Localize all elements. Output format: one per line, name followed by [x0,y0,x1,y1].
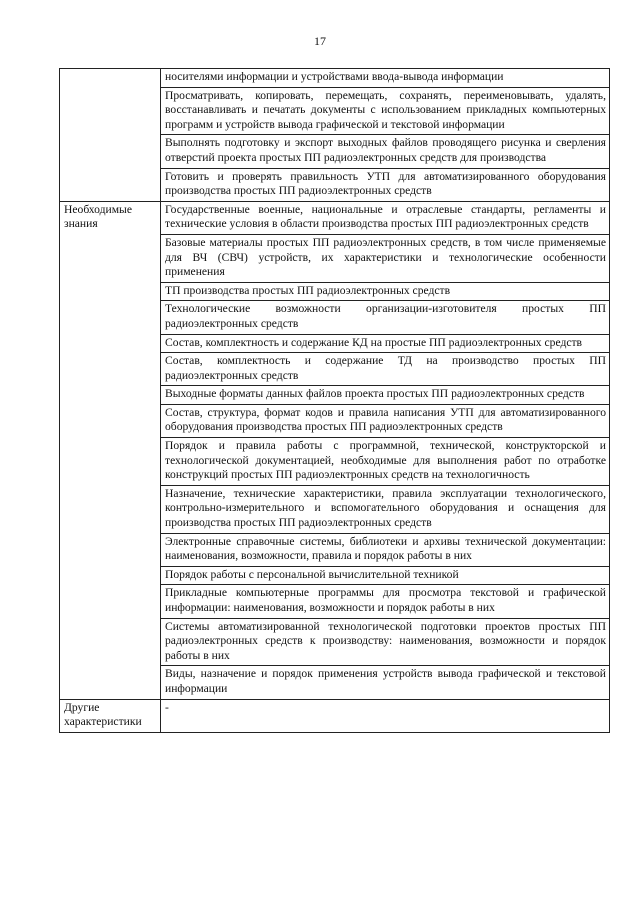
row-content: Электронные справочные системы, библиотеки и архивы технической документации: наименования, возможности, правила и порядок работы в них [161,533,610,566]
row-content: Состав, структура, формат кодов и правила написания УТП для автоматизированного оборудования производства простых ПП радиоэлектронных средств [161,404,610,437]
row-content: Состав, комплектность и содержание ТД на производство простых ПП радиоэлектронных средств [161,353,610,386]
requirements-table [59,68,610,733]
row-content: Государственные военные, национальные и отраслевые стандарты, регламенты и технические условия в области производства простых ПП радиоэлектронных средств [161,201,610,234]
table-row [60,87,610,135]
table-row [60,168,610,201]
row-content: Просматривать, копировать, перемещать, сохранять, переименовывать, удалять, восстанавливать и печатать документы с использованием прикладных компьютерных программ и устройств вывода графической и текстовой информации [161,87,610,135]
table-row [60,334,610,353]
table-row [60,353,610,386]
row-label-other-characteristics: Другие характеристики [60,699,161,732]
table-row [60,438,610,486]
row-content: Порядок и правила работы с программной, технической, конструкторской и технологической документацией, необходимые для выполнения работ по отработке конструкций простых ПП радиоэлектронных средств на технологичность [161,438,610,486]
row-content: Выходные форматы данных файлов проекта простых ПП радиоэлектронных средств [161,386,610,405]
page-number: 17 [314,34,326,48]
table-row [60,533,610,566]
table-row [60,282,610,301]
row-content: Назначение, технические характеристики, правила эксплуатации технологического, контрольно-измерительного и вспомогательного оборудования и оснащения для производства простых ПП радиоэлектронных средств [161,485,610,533]
table-row [60,69,610,88]
row-label [60,69,161,88]
table-row [60,585,610,618]
table-body [60,69,610,733]
row-content: - [161,699,610,732]
table-row [60,386,610,405]
row-content: Технологические возможности организации-изготовителя простых ПП радиоэлектронных средств [161,301,610,334]
table-row [60,404,610,437]
table-row [60,234,610,282]
table-row [60,699,610,732]
row-content: носителями информации и устройствами ввода-вывода информации [161,69,610,88]
table-row [60,201,610,234]
row-content: Системы автоматизированной технологической подготовки проектов простых ПП радиоэлектронных средств к производству: наименования, возможности и порядок работы в них [161,618,610,666]
table-row [60,301,610,334]
row-content: Состав, комплектность и содержание КД на простые ПП радиоэлектронных средств [161,334,610,353]
row-content: Базовые материалы простых ПП радиоэлектронных средств, в том числе применяемые для ВЧ (СВЧ) устройств, их характеристики и технологические особенности применения [161,234,610,282]
table-row [60,135,610,168]
row-content: Порядок работы с персональной вычислительной техникой [161,566,610,585]
row-content: ТП производства простых ПП радиоэлектронных средств [161,282,610,301]
table-row [60,566,610,585]
table-row [60,618,610,666]
table-row [60,485,610,533]
row-content: Прикладные компьютерные программы для просмотра текстовой и графической информации: наименования, возможности и порядок работы в них [161,585,610,618]
row-content: Выполнять подготовку и экспорт выходных файлов проводящего рисунка и сверления отверстий проекта простых ПП радиоэлектронных средств для производства [161,135,610,168]
table-row [60,666,610,699]
row-label-necessary-knowledge: Необходимые знания [60,201,161,234]
row-content: Готовить и проверять правильность УТП для автоматизированного оборудования производства простых ПП радиоэлектронных средств [161,168,610,201]
row-content: Виды, назначение и порядок применения устройств вывода графической и текстовой информации [161,666,610,699]
